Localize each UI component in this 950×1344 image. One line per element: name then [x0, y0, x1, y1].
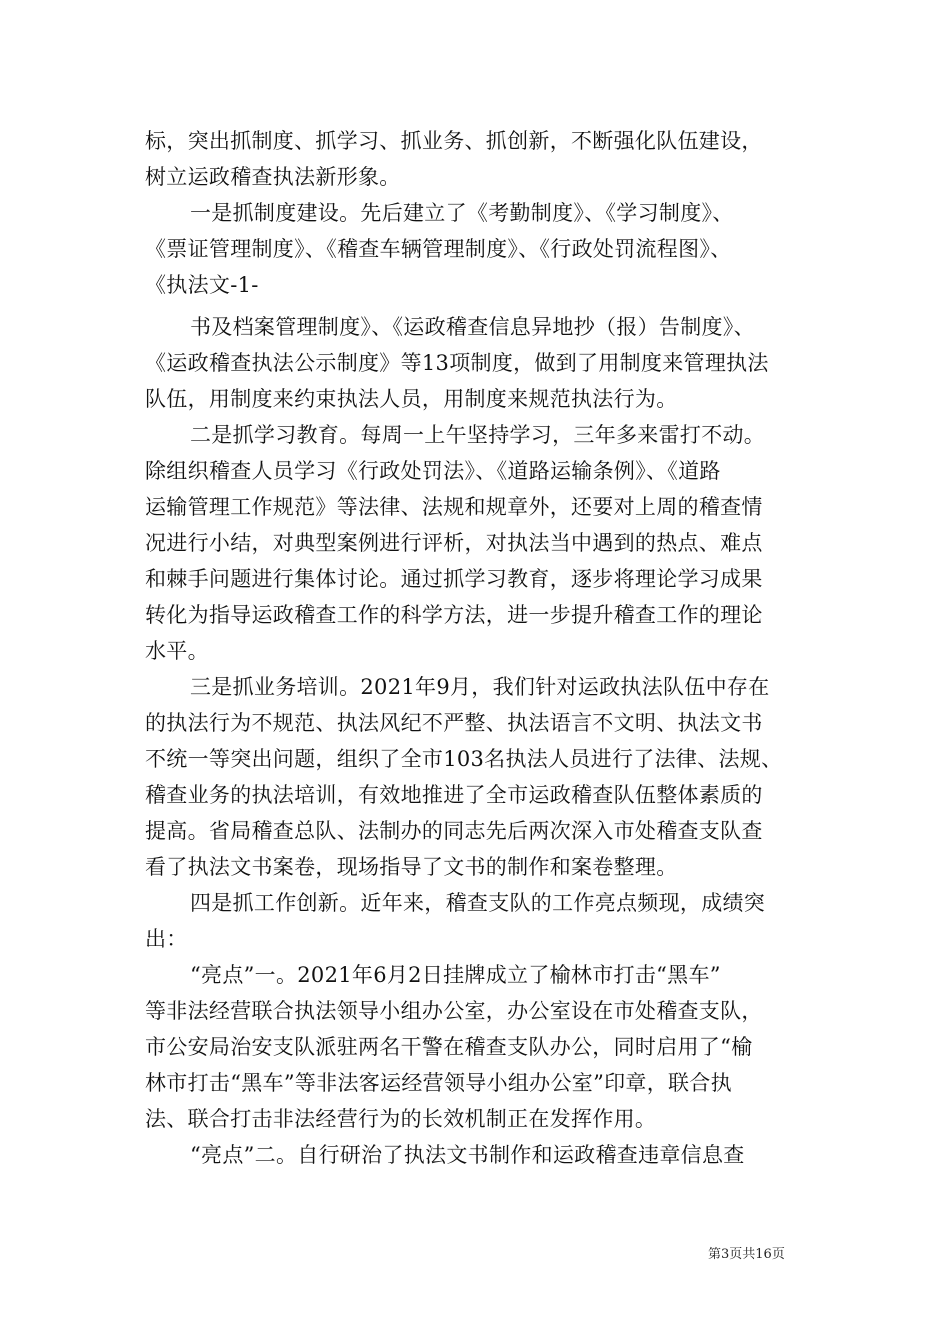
- paragraph-start: “亮点”一。2021年6月2日挂牌成立了榆林市打击“黑车”: [190, 963, 721, 987]
- paragraph-start: “亮点”二。自行研治了执法文书制作和运政稽查违章信息查: [190, 1143, 745, 1167]
- text-line: 的执法行为不规范、执法风纪不严整、执法语言不文明、执法文书: [145, 711, 763, 735]
- paragraph-start: 四是抓工作创新。近年来，稽查支队的工作亮点频现，成绩突: [190, 891, 766, 915]
- text-line: 《运政稽查执法公示制度》等13项制度，做到了用制度来管理执法: [145, 351, 769, 375]
- text-line: 树立运政稽查执法新形象。: [145, 165, 401, 189]
- paragraph-start: 二是抓学习教育。每周一上午坚持学习，三年多来雷打不动。: [190, 423, 766, 447]
- text-line: 和棘手问题进行集体讨论。通过抓学习教育，逐步将理论学习成果: [145, 567, 763, 591]
- paragraph-start: 三是抓业务培训。2021年9月，我们针对运政执法队伍中存在: [190, 675, 770, 699]
- paragraph-start: 一是抓制度建设。先后建立了《考勤制度》、《学习制度》、: [190, 201, 734, 225]
- text-line: 转化为指导运政稽查工作的科学方法，进一步提升稽查工作的理论: [145, 603, 763, 627]
- text-line: 除组织稽查人员学习《行政处罚法》、《道路运输条例》、《道路: [145, 459, 721, 483]
- text-line: 水平。: [145, 639, 209, 663]
- text-line: 书及档案管理制度》、《运政稽查信息异地抄（报）告制度》、: [190, 315, 755, 339]
- text-line: 况进行小结，对典型案例进行评析，对执法当中遇到的热点、难点: [145, 531, 763, 555]
- text-line: 看了执法文书案卷，现场指导了文书的制作和案卷整理。: [145, 855, 678, 879]
- text-line: 法、联合打击非法经营行为的长效机制正在发挥作用。: [145, 1107, 657, 1131]
- text-line: 标，突出抓制度、抓学习、抓业务、抓创新，不断强化队伍建设，: [145, 129, 763, 153]
- text-line: 出：: [145, 927, 188, 951]
- text-line: 《执法文-1-: [145, 273, 259, 297]
- page-number-footer: 第3页共16页: [708, 1247, 785, 1262]
- text-line: 市公安局治安支队派驻两名干警在稽查支队办公，同时启用了“榆: [145, 1035, 753, 1059]
- text-line: 《票证管理制度》、《稽查车辆管理制度》、《行政处罚流程图》、: [145, 237, 732, 261]
- text-line: 等非法经营联合执法领导小组办公室，办公室设在市处稽查支队，: [145, 999, 763, 1023]
- text-line: 稽查业务的执法培训，有效地推进了全市运政稽查队伍整体素质的: [145, 783, 763, 807]
- text-line: 提高。省局稽查总队、法制办的同志先后两次深入市处稽查支队查: [145, 819, 763, 843]
- text-line: 运输管理工作规范》等法律、法规和规章外，还要对上周的稽查情: [145, 495, 763, 519]
- text-line: 林市打击“黑车”等非法客运经营领导小组办公室”印章，联合执: [145, 1071, 732, 1095]
- text-line: 不统一等突出问题，组织了全市103名执法人员进行了法律、法规、: [145, 747, 783, 771]
- text-line: 队伍，用制度来约束执法人员，用制度来规范执法行为。: [145, 387, 678, 411]
